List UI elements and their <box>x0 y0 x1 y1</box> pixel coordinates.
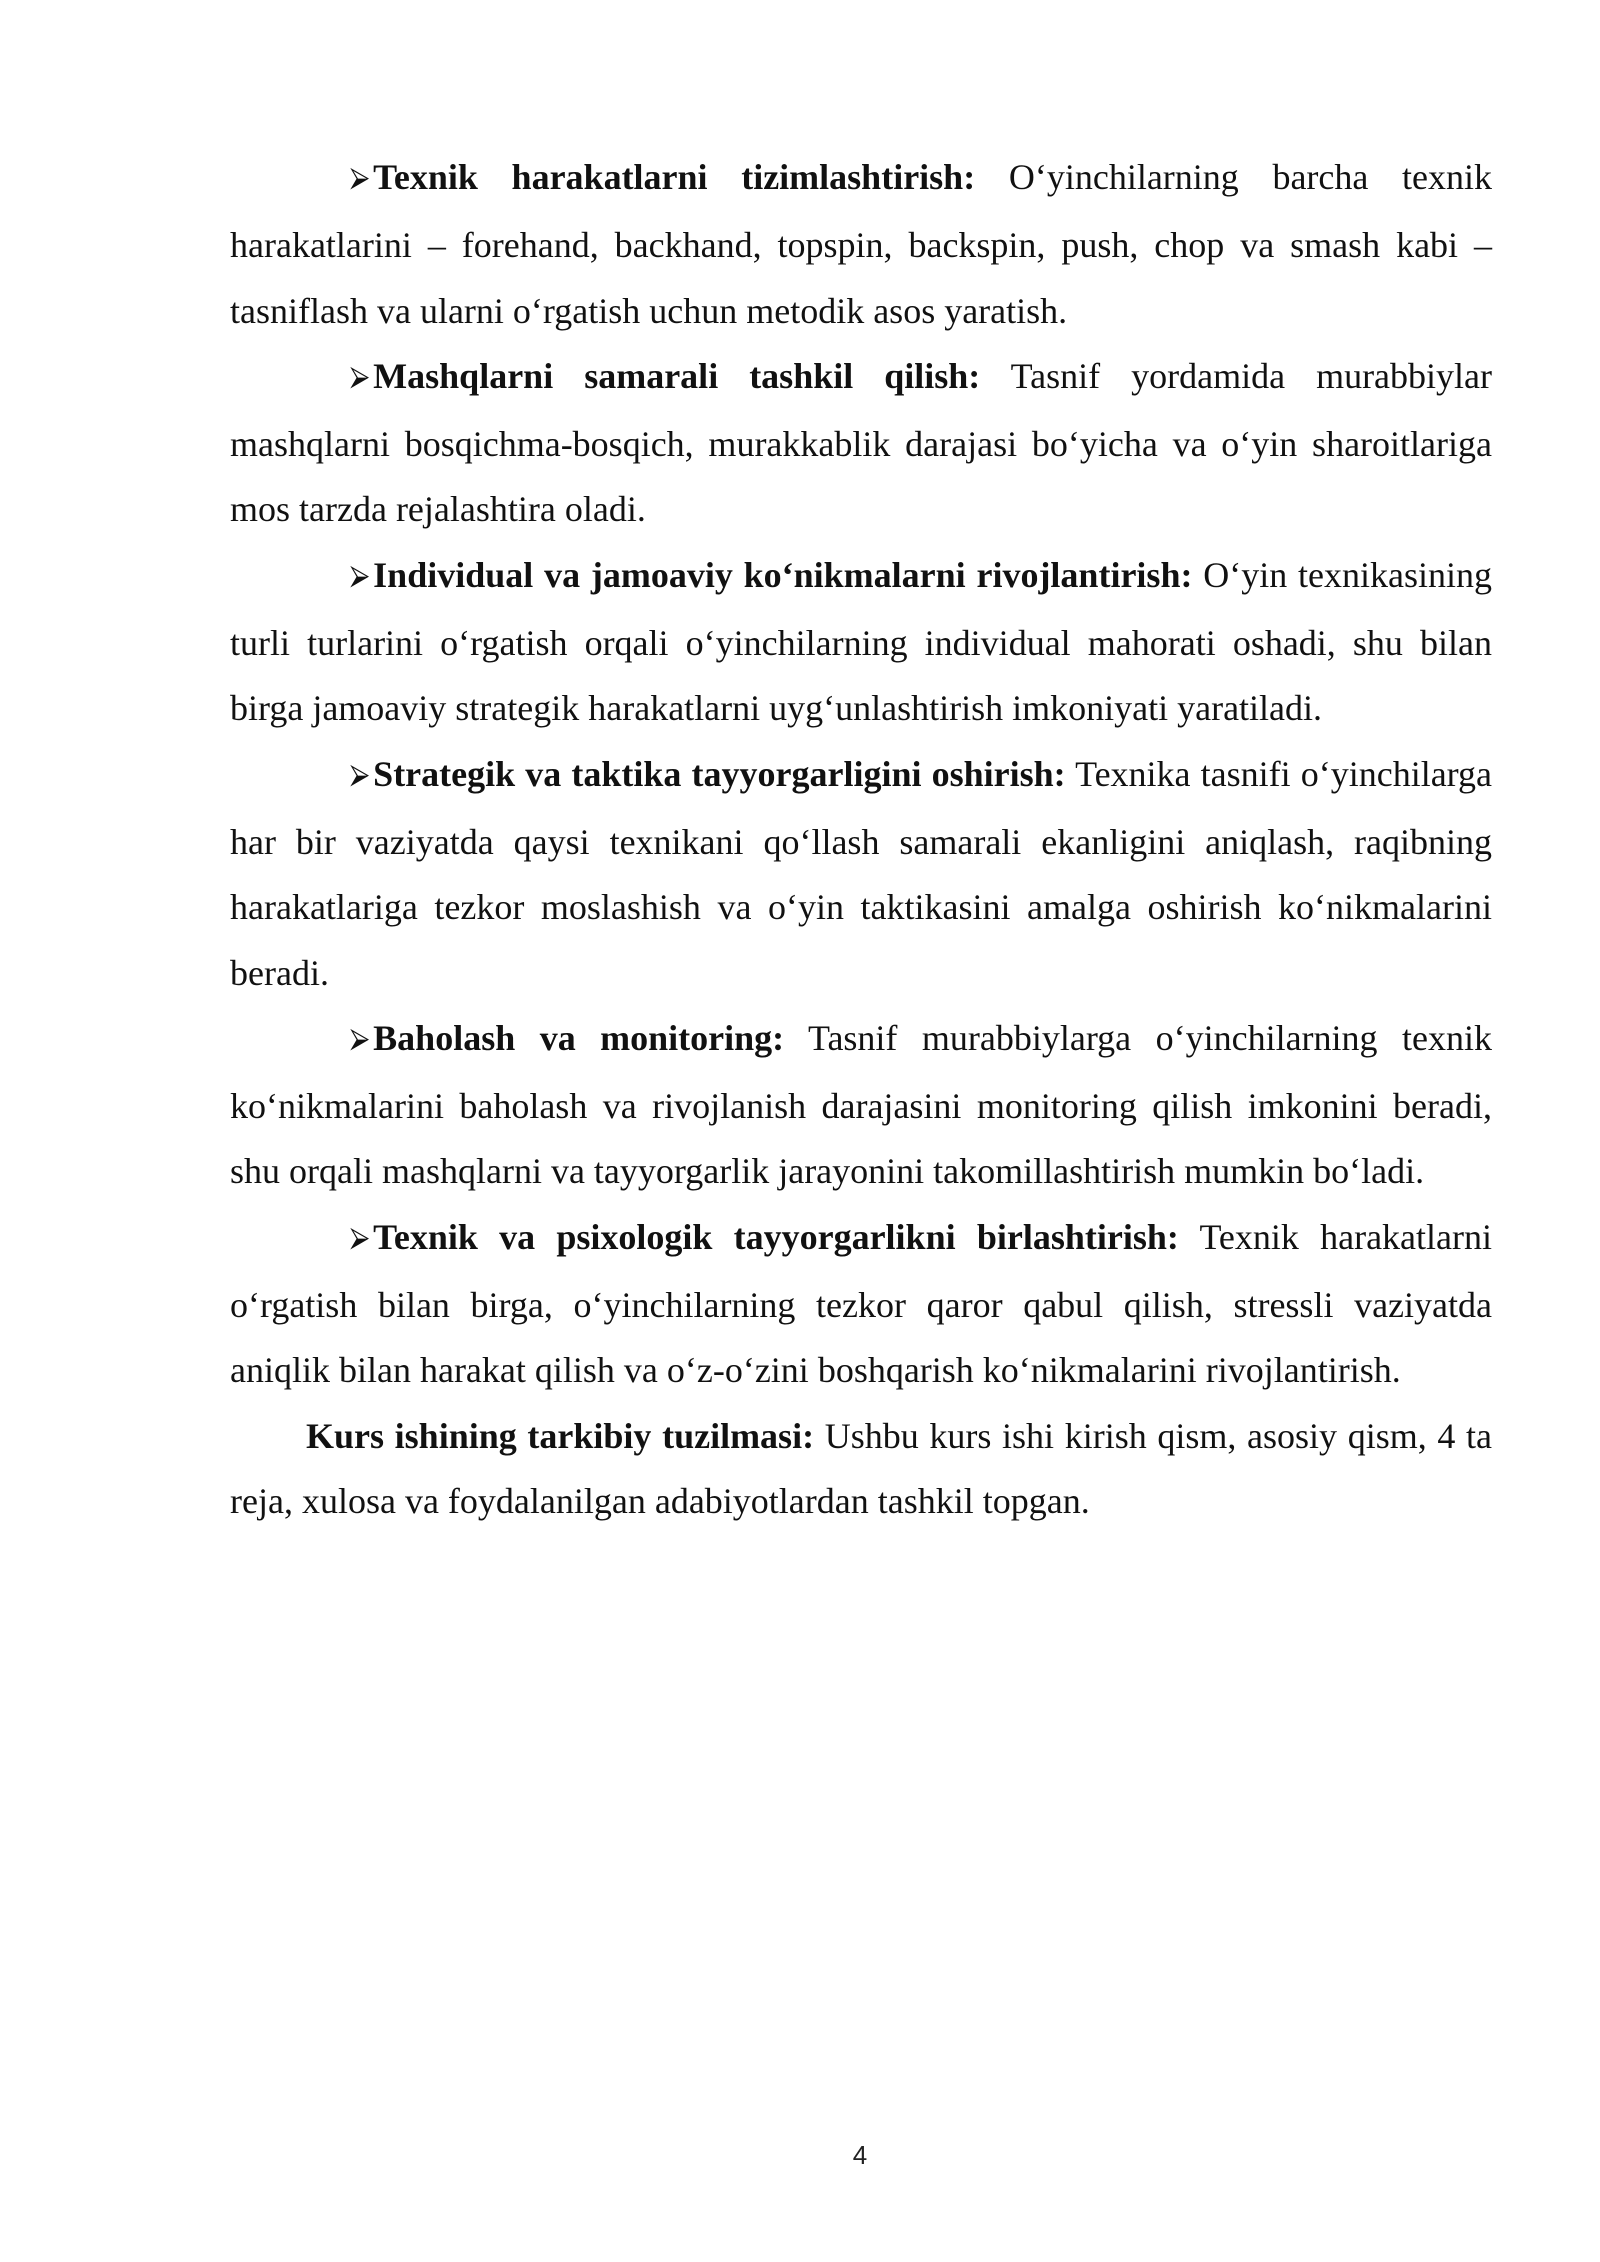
item-text: O‘yin texnikasining turli turlarini o‘rgatish orqali o‘yinchilarning individual mahorati oshadi, shu bilan birga jamoaviy strategik harakatlarni uyg‘unlashtirish imkoniyati yaratiladi. <box>230 554 1493 729</box>
item-heading: Mashqlarni samarali tashkil qilish: <box>373 355 981 396</box>
item-heading: Strategik va taktika tayyorgarligini oshirish: <box>373 753 1066 794</box>
list-item-training-organization <box>230 344 1492 543</box>
arrow-bullet-icon: ⮚ <box>350 758 370 790</box>
list-item-technical-systematization <box>230 145 1492 344</box>
item-text: Texnik harakatlarni o‘rgatish bilan birga, o‘yinchilarning tezkor qaror qabul qilish, stressli vaziyatda aniqlik bilan harakat qilish va o‘z-o‘zini boshqarish ko‘nikmalarini rivojlantirish. <box>230 1216 1493 1391</box>
structure-text: Ushbu kurs ishi kirish qism, asosiy qism, 4 ta reja, xulosa va foydalanilgan adabiyotlardan tashkil topgan. <box>230 1415 1492 1521</box>
document-body <box>230 145 1492 1534</box>
item-text: Texnika tasnifi o‘yinchilarga har bir vaziyatda qaysi texnikani qo‘llash samarali ekanligini aniqlash, raqibning harakatlariga tezkor moslashish va o‘yin taktikasini amalga oshirish ko‘nikmalarini beradi. <box>230 753 1492 993</box>
course-structure-paragraph <box>230 1404 1492 1535</box>
list-item-strategy-tactics <box>230 742 1492 1006</box>
structure-heading: Kurs ishining tarkibiy tuzilmasi: <box>306 1415 815 1456</box>
item-heading: Baholash va monitoring: <box>373 1017 785 1058</box>
item-heading: Texnik harakatlarni tizimlashtirish: <box>373 157 976 197</box>
item-text: Tasnif murabbiylarga o‘yinchilarning texnik ko‘nikmalarini baholash va rivojlanish darajasini monitoring qilish imkonini beradi, shu orqali mashqlarni va tayyorgarlik jarayonini takomillashtirish mumkin bo‘ladi. <box>230 1017 1492 1192</box>
item-heading: Individual va jamoaviy ko‘nikmalarni rivojlantirish: <box>373 554 1193 595</box>
item-text: Tasnif yordamida murabbiylar mashqlarni bosqichma-bosqich, murakkablik darajasi bo‘yicha va o‘yin sharoitlariga mos tarzda rejalashtira oladi. <box>230 355 1493 530</box>
list-item-assessment-monitoring <box>230 1006 1492 1205</box>
list-item-technical-psychological <box>230 1205 1492 1404</box>
item-text: O‘yinchilarning barcha texnik harakatlarini – forehand, backhand, topspin, backspin, push, chop va smash kabi – tasniflash va ularni o‘rgatish uchun metodik asos yaratish. <box>230 157 1492 331</box>
item-heading: Texnik va psixologik tayyorgarlikni birlashtirish: <box>373 1216 1179 1257</box>
arrow-bullet-icon: ⮚ <box>350 1221 370 1253</box>
list-item-skills-development <box>230 543 1492 742</box>
arrow-bullet-icon: ⮚ <box>350 559 370 591</box>
page-number: 4 <box>852 2140 868 2170</box>
arrow-bullet-icon: ⮚ <box>350 162 370 193</box>
arrow-bullet-icon: ⮚ <box>350 1022 370 1054</box>
arrow-bullet-icon: ⮚ <box>350 360 370 392</box>
